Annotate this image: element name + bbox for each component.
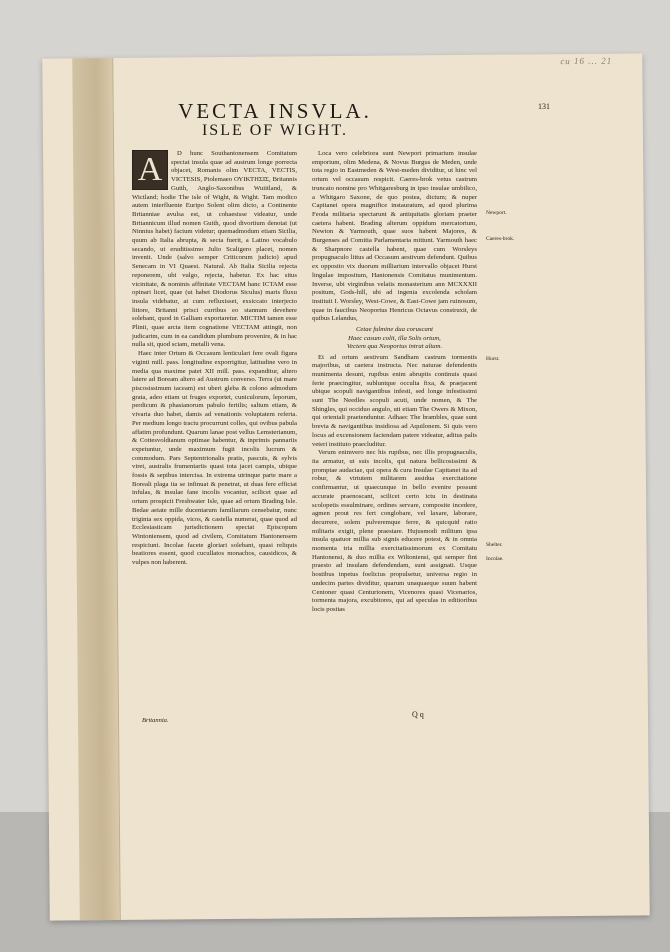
margin-note: Newport. [486, 210, 507, 216]
margin-note: Hurst. [486, 356, 500, 362]
paragraph: Loca vero celebriora sunt Newport primarium insulae emporium, olim Medena, & Novus Burgus de Meden, unde tota regio in Eastmeden & West-meden dividitur, ut hinc vel ortum vel occasum respicit. Caeres-brok vetus castrum truncato nomine pro Whitgaresburg in ipso insulae umbilico, a Whitgaro Saxone, de quo postea, dictum; & nuper Capitanei opera magnifice instauratum, ad quod plurima Feoda militaria spectarunt & antiquitatis gloriam praeter caetera habent. Brading alterum oppidum mercatorium, Newton & Yarmouth, quae suos habent Majores, & Burgenses ad Comitia Parlamentaria mittunt. Yarmouth haec & Sharpnore castella habent, quae cum Worsleys propugnaculo littus ad Occasum aestivum defendunt. Quibus ex opposito vix duorum milliarium intervallo objacet Hurst lingulae impositum, Hantonensis Comitatus munimentum. Inverse, ubi virginibus velatis monasterium ann MCXXXII positum, Gods-hill, ubi ad ingenia excolenda scholam instituit I. Worsley, West-Cowe, & East-Cowe jam ruinosum, quae in faucibus Neoportus Henricus Octavus construxit, de quibus Lelandus, [312, 150, 477, 323]
catchword: Britannia. [142, 717, 169, 724]
drop-cap-initial: A [132, 150, 168, 190]
verse-line: Haec casum colit, illa Solis ortum, [348, 334, 441, 342]
pencil-annotation: cu 16 ... 21 [560, 55, 613, 67]
margin-note: Caeres-brok. [486, 236, 515, 242]
binding-strip [72, 58, 121, 920]
margin-note: Incolae. [486, 556, 504, 562]
page-title-english: ISLE OF WIGHT. [201, 122, 349, 139]
left-column [132, 150, 297, 568]
paragraph: D hunc Southantonensem Comitatum spectat insula quae ad austrum longe porrecta objacet, Romanis olim VECTA, VECTIS, VICTESIS, Ptolemaeo ΟΥΙΚΤΗΣΙΣ, Britannis Guith, Anglo-Saxonibus Wuiitland, & Wictland; hodie The isle of Wight, & Wight. Tam modico autem interfluente Euripo Solent olim dicto, a Continente Britanniae avulsa est, ut cohaesisse videatur, unde Britannicum illud nomen Guith, quod divortium denotat (ut Ninnius habet) factum videtur; quemadmodum etiam Sicilia, quum ab Italia abrupta, & secta fuerit, a Latino vocabulo secando, ut eruditissimo Julio Scaligero placet, nomen invenit. Unde (salvo semper Criticorum judicio) apud Senecam in VI Quaest. Natural. Ab Italia Sicilia rejecta reponerem, ubi vulgo, rejecta, habetur. Ex hac situs vicinitate, & nominis affinitate VECTAM hanc ICTAM esse opinari licet, quae (ut habet Diodorus Siculus) maris fluxu insula videbatur, at cum refluxisset, exsiccato interjecto littore, Britanni prisci curribus eo stannum devehere solebant, quod in Galliam exportaretur. MICTIM tamen esse Plinii, quae arcta item cognatione VECTAM attingit, non judicarim, cum in ea candidum plumbum provenire, & in hac nulla sit, quod sciam, metalli vena. [132, 150, 297, 349]
signature-mark: Q q [412, 710, 424, 719]
right-column [312, 150, 477, 615]
paragraph: Haec inter Ortum & Occasum lenticulari fere ovali figura viginti mill. pass. longitudine exporrigitur, latitudine vero in media qua maxime patet XII mill. pass. expanditur, altero latere ad Boream altero ad Austrum converso. Terra (ut mare piscosissimum taceam) est uberi gleba & colono admodum grata, adeo etiam ut fruges exportet, cuniculorum, leporum, perdicum & phasianorum pabulo fertilis; saltum etiam, & vivaria duo habet, damis ad venationis voluptatem referta. Per medium longo tractu procurrunt colles, qui ovibus pabula affatim profundunt. Quarum lanae post vellus Lemsterianum, & Cottesvoldianum optimae habentur, & inprimis pannariis expetuntur, unde maximum fugit incolis lucrum & commodum. Pars Septentrionalis pratis, pascuis, & sylvis viret, australis frumentariis quasi tota jacet campis, ubique fossis & sepibus intercisa. In extrema utrinque parte mare a Boreali plaga ita se infinuat & penetrat, ut duas fere efficiat infulas, & insulae fane incolis vocantur, scilicet quae ad ortum prospicit Freshwater Isle, quae ad ortum Brading Isle. Bedae aetate mille ducentarum familiarum censebatur, nunc triginta sex oppida, vicos, & castella numerat, quae quod ad Ecclesiasticam jurisdictionem spectat Episcopum Wintoniensem, quod ad civilem, Comitatum Hantonensem respiciunt. Incolae facete gloriari solebant, quasi reliquis beatiores essent, quod cucullatos monachos, causidicos, & vulpes non haberent. [132, 350, 297, 567]
page-title-latin: VECTA INSVLA. [178, 99, 372, 123]
page-number: 131 [538, 102, 550, 111]
margin-note: Shelter. [486, 542, 503, 548]
paragraph: Et ad ortum aestivum Sandham castrum tormentis majoribus, ut caetera instructa. Nec naturae defendentis munimenta desunt, rupibus enim abruptis continuis quasi ferie praecingitur, subluntque occulta fixa, & praejacent ubique scopuli navigantibus infesti, sed longe infestissimi sunt The Needles scopuli acuti, unde nomen, & The Shingles, qui occiduo angulo, uti etiam The Owers & Mixon, qui orientali praetenduntur. Adhaec The brambles, quae sunt brevia & navigantibus insidiosa ad Aquilonem. Si quis vero locus ad excensionem faciendam patere videatur, aditus palis veteri instituto praecluditur. [312, 353, 477, 448]
verse-line: Cetae fulmine dua coruscant [355, 326, 434, 334]
verse-quote [312, 326, 477, 352]
title-block [110, 100, 440, 140]
verse-line: Vectem qua Neoportus intrat altam. [346, 343, 443, 351]
paragraph: Verum enimvero nec his rupibus, nec illis propugnaculis, ita armatur, ut suis incolis, qui natura bellicosissimi & promptae audaciae, qui opera & cura Insulae Capitanei ita ad robur, & virtutem militarem assidua exercitatione confirmantur, ut quaecunque in bello evenire possunt accurate praenoscant, scilicet certo ictu in destinata scolopetis essulminare, ordines servare, composite incedere, agmen prout res fert conglobare, vel laxare, laborare, decurrere, solem pulveremque ferre, & quicquid ratio militaris exigit, plene praestare. Hujusmodi militum ipsa insula quatuor millia sub signis educere potest, & in omnia momenta tria millia exercitatissimorum ex Comitatu Hantonensi, & duo millia ex Wiltoniensi, qui semper fint praesto ad insulam defendendam, sunt assignati. Usque hostibus inpetus foelicius propulsetur, universa regio in undecim partes dividitur, quarum unaquaeque suum habent Centoner quasi Centurionem, Vicenores quasi Vicenarios, tormenta majora, excubitores, qui ad speculas in editioribus locis positas [312, 449, 477, 613]
